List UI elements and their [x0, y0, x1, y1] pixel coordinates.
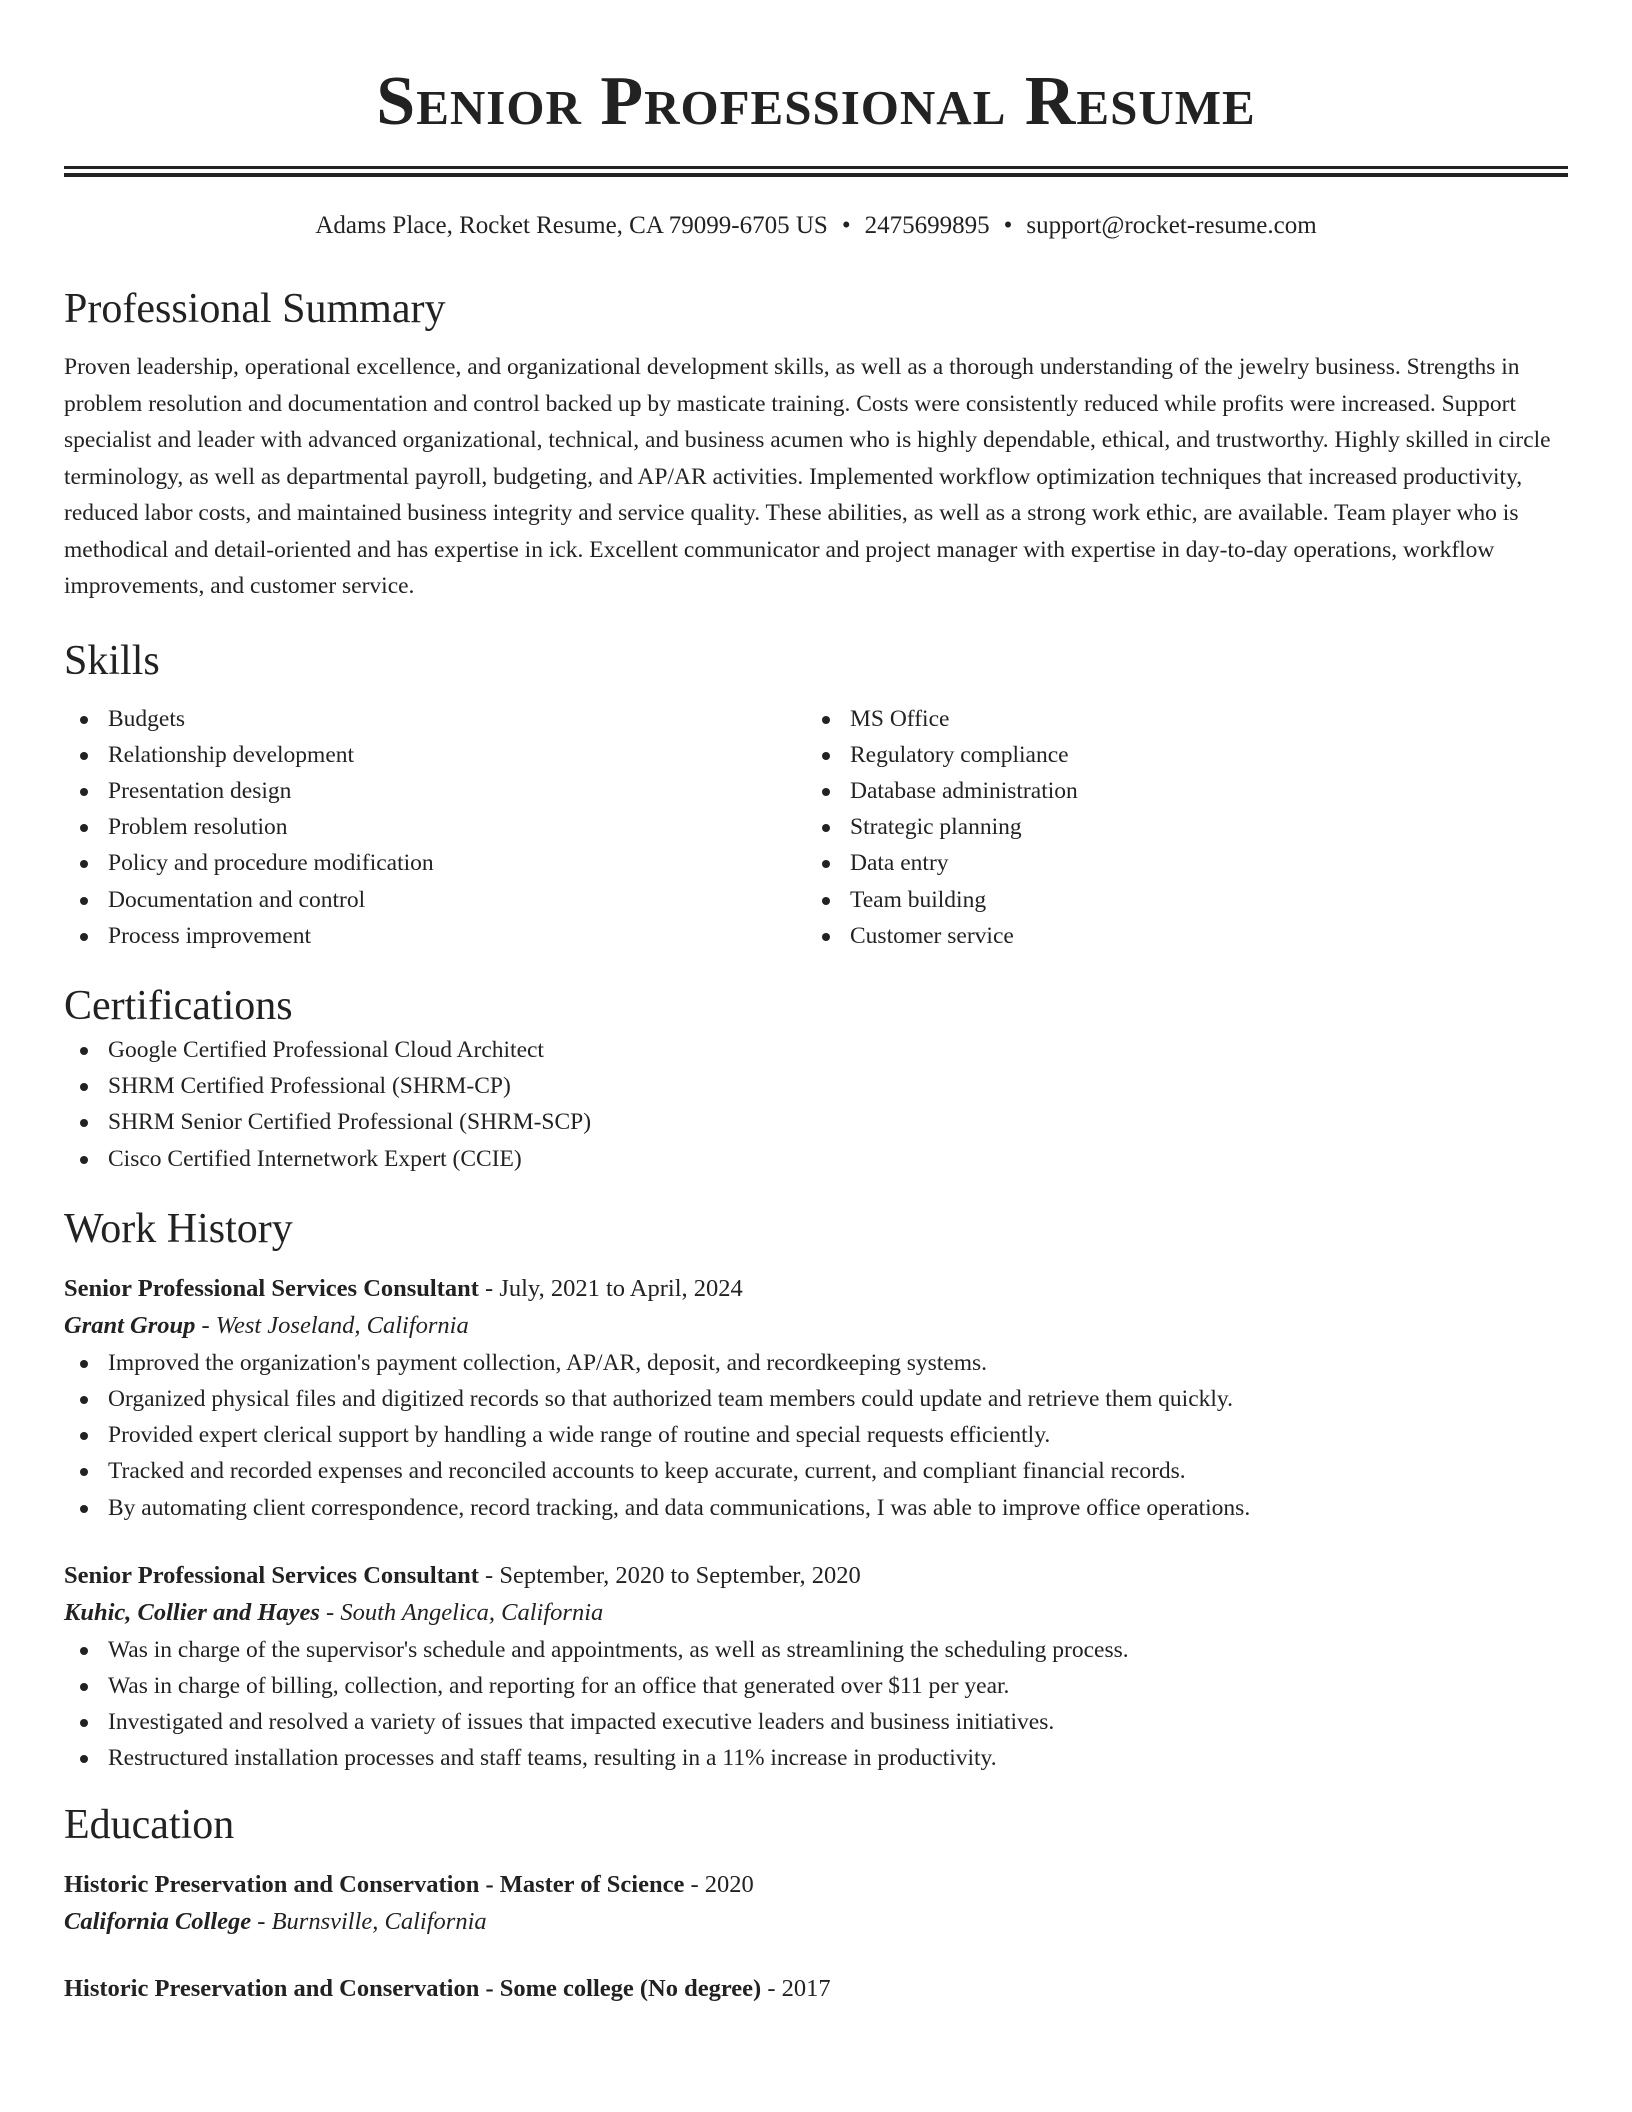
work-history-heading: Work History — [64, 1205, 293, 1252]
skill-item: Process improvement — [64, 918, 806, 954]
skill-item: Data entry — [806, 845, 1548, 881]
job-bullet: Provided expert clerical support by handling a wide range of routine and special requests efficiently. — [64, 1417, 1568, 1453]
job-bullet: Was in charge of billing, collection, and reporting for an office that generated over $11 per year. — [64, 1668, 1568, 1704]
skill-item: Policy and procedure modification — [64, 845, 806, 881]
skill-item: MS Office — [806, 701, 1548, 737]
job-title: Senior Professional Services Consultant — [64, 1274, 479, 1302]
degree-year: - 2020 — [684, 1870, 754, 1898]
company-line — [64, 1594, 1568, 1632]
certification-item: SHRM Senior Certified Professional (SHRM-SCP) — [64, 1104, 1568, 1140]
degree-line — [64, 1971, 1568, 2007]
certification-item: Google Certified Professional Cloud Architect — [64, 1032, 1568, 1068]
summary-text: Proven leadership, operational excellence, and organizational development skills, as well as a thorough understanding of the jewelry business. Strengths in problem resolution and documentation and control backed up by masticate training. Costs were consistently reduced while profits were increased. Support specialist and leader with advanced organizational, technical, and business acumen who is highly dependable, ethical, and trustworthy. Highly skilled in circle terminology, as well as departmental payroll, budgeting, and AP/AR activities. Implemented workflow optimization techniques that increased productivity, reduced labor costs, and maintained business integrity and service quality. These abilities, as well as a strong work ethic, are available. Team player who is methodical and detail-oriented and has expertise in ick. Excellent communicator and project manager with expertise in day-to-day operations, workflow improvements, and customer service. — [64, 354, 1551, 599]
job-bullet: Tracked and recorded expenses and reconciled accounts to keep accurate, current, and compliant financial records. — [64, 1453, 1568, 1489]
contact-separator: • — [1003, 212, 1013, 239]
skill-item: Regulatory compliance — [806, 737, 1548, 773]
job-bullet: By automating client correspondence, record tracking, and data communications, I was able to improve office operations. — [64, 1490, 1568, 1526]
skills-grid — [64, 701, 1568, 954]
education-heading: Education — [64, 1801, 235, 1848]
company-name: Grant Group — [64, 1311, 196, 1339]
job-bullet: Investigated and resolved a variety of issues that impacted executive leaders and business initiatives. — [64, 1704, 1568, 1740]
company-location: - West Joseland, California — [195, 1311, 469, 1339]
job-bullets — [64, 1345, 1568, 1526]
contact-address: Adams Place, Rocket Resume, CA 79099-6705 US — [315, 212, 828, 239]
skills-column-right — [806, 701, 1548, 954]
skill-item: Strategic planning — [806, 809, 1548, 845]
skill-item: Customer service — [806, 918, 1548, 954]
certifications-heading: Certifications — [64, 982, 293, 1029]
skills-list-left — [64, 701, 806, 954]
job-entry — [64, 1558, 1568, 1777]
job-bullet: Was in charge of the supervisor's schedule and appointments, as well as streamlining the scheduling process. — [64, 1632, 1568, 1668]
job-entry — [64, 1271, 1568, 1526]
degree-year: - 2017 — [761, 1974, 831, 2002]
skill-item: Documentation and control — [64, 882, 806, 918]
job-title: Senior Professional Services Consultant — [64, 1561, 479, 1589]
skill-item: Problem resolution — [64, 809, 806, 845]
skill-item: Relationship development — [64, 737, 806, 773]
skills-column-left — [64, 701, 806, 954]
skills-heading: Skills — [64, 637, 160, 684]
summary-heading: Professional Summary — [64, 286, 446, 332]
certification-item: SHRM Certified Professional (SHRM-CP) — [64, 1068, 1568, 1104]
contact-separator: • — [841, 212, 851, 239]
school-line — [64, 1903, 1568, 1941]
degree-name: Historic Preservation and Conservation - Some college (No degree) — [64, 1974, 762, 2002]
job-bullets — [64, 1632, 1568, 1777]
skill-item: Budgets — [64, 701, 806, 737]
skill-item: Presentation design — [64, 773, 806, 809]
contact-line — [64, 209, 1568, 243]
degree-name: Historic Preservation and Conservation - Master of Science — [64, 1870, 685, 1898]
contact-phone: 2475699895 — [864, 212, 990, 239]
company-line — [64, 1307, 1568, 1345]
title-divider — [64, 166, 1568, 177]
school-name: California College — [64, 1907, 252, 1935]
job-title-line — [64, 1271, 1568, 1307]
education-entry — [64, 1867, 1568, 1941]
company-name: Kuhic, Collier and Hayes — [64, 1598, 320, 1626]
job-bullet: Organized physical files and digitized records so that authorized team members could update and retrieve them quickly. — [64, 1381, 1568, 1417]
job-dates: - September, 2020 to September, 2020 — [478, 1561, 861, 1589]
skill-item: Database administration — [806, 773, 1548, 809]
certifications-list — [64, 1032, 1568, 1177]
education-entry — [64, 1971, 1568, 2007]
contact-email: support@rocket-resume.com — [1026, 212, 1317, 239]
school-location: - Burnsville, California — [251, 1907, 487, 1935]
company-location: - South Angelica, California — [319, 1598, 604, 1626]
skills-list-right — [806, 701, 1548, 954]
job-title-line — [64, 1558, 1568, 1594]
certification-item: Cisco Certified Internetwork Expert (CCIE) — [64, 1141, 1568, 1177]
skill-item: Team building — [806, 882, 1548, 918]
job-bullet: Improved the organization's payment collection, AP/AR, deposit, and recordkeeping systems. — [64, 1345, 1568, 1381]
job-dates: - July, 2021 to April, 2024 — [478, 1274, 743, 1302]
job-bullet: Restructured installation processes and staff teams, resulting in a 11% increase in productivity. — [64, 1740, 1568, 1776]
resume-title: Senior Professional Resume — [376, 63, 1256, 140]
degree-line — [64, 1867, 1568, 1903]
